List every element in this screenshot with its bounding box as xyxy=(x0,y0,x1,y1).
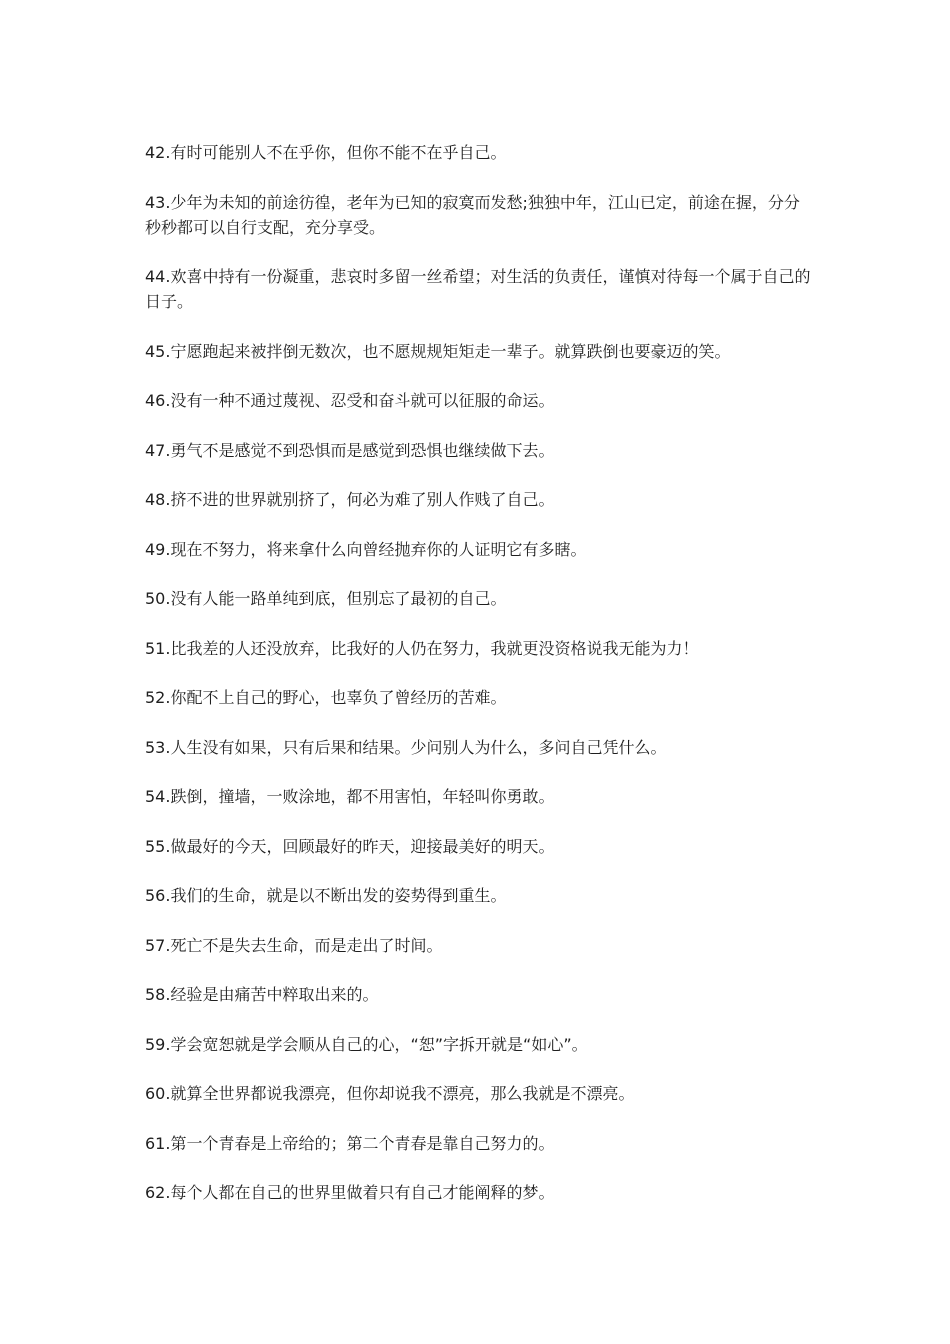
quote-item: 56.我们的生命，就是以不断出发的姿势得到重生。 xyxy=(145,886,507,905)
quote-item: 55.做最好的今天，回顾最好的昨天，迎接最美好的明天。 xyxy=(145,836,555,856)
quote-item: 57.死亡不是失去生命，而是走出了时间。 xyxy=(145,935,443,955)
quote-item: 45.宁愿跑起来被拌倒无数次，也不愿规规矩矩走一辈子。就算跌倒也要豪迈的笑。 xyxy=(145,341,731,361)
quote-list xyxy=(145,140,815,1230)
quote-item: 42.有时可能别人不在乎你，但你不能不在乎自己。 xyxy=(145,143,507,162)
quote-item: 53.人生没有如果，只有后果和结果。少问别人为什么，多问自己凭什么。 xyxy=(145,737,667,757)
quote-item: 50.没有人能一路单纯到底，但别忘了最初的自己。 xyxy=(145,589,507,608)
quote-item: 58.经验是由痛苦中粹取出来的。 xyxy=(145,985,379,1004)
quote-item: 59.学会宽恕就是学会顺从自己的心，“恕”字拆开就是“如心”。 xyxy=(145,1034,588,1054)
quote-item: 60.就算全世界都说我漂亮，但你却说我不漂亮，那么我就是不漂亮。 xyxy=(145,1084,635,1103)
quote-item: 47.勇气不是感觉不到恐惧而是感觉到恐惧也继续做下去。 xyxy=(145,440,555,460)
quote-item: 51.比我差的人还没放弃，比我好的人仍在努力，我就更没资格说我无能为力！ xyxy=(145,638,699,658)
quote-item: 52.你配不上自己的野心，也辜负了曾经历的苦难。 xyxy=(145,688,507,707)
quote-item: 48.挤不进的世界就别挤了，何必为难了别人作贱了自己。 xyxy=(145,490,555,509)
quote-item: 61.第一个青春是上帝给的；第二个青春是靠自己努力的。 xyxy=(145,1133,555,1153)
quote-item: 54.跌倒，撞墙，一败涂地，都不用害怕，年轻叫你勇敢。 xyxy=(145,787,555,806)
quote-item: 44.欢喜中持有一份凝重，悲哀时多留一丝希望；对生活的负责任，谨慎对待每一个属于自己的日子。 xyxy=(145,267,811,311)
quote-item: 43.少年为未知的前途彷徨，老年为已知的寂寞而发愁;独独中年，江山已定，前途在握，分分秒秒都可以自行支配，充分享受。 xyxy=(145,192,800,237)
quote-item: 62.每个人都在自己的世界里做着只有自己才能阐释的梦。 xyxy=(145,1183,555,1202)
quote-item: 46.没有一种不通过蔑视、忍受和奋斗就可以征服的命运。 xyxy=(145,391,555,410)
quote-item: 49.现在不努力，将来拿什么向曾经抛弃你的人证明它有多瞎。 xyxy=(145,539,587,559)
